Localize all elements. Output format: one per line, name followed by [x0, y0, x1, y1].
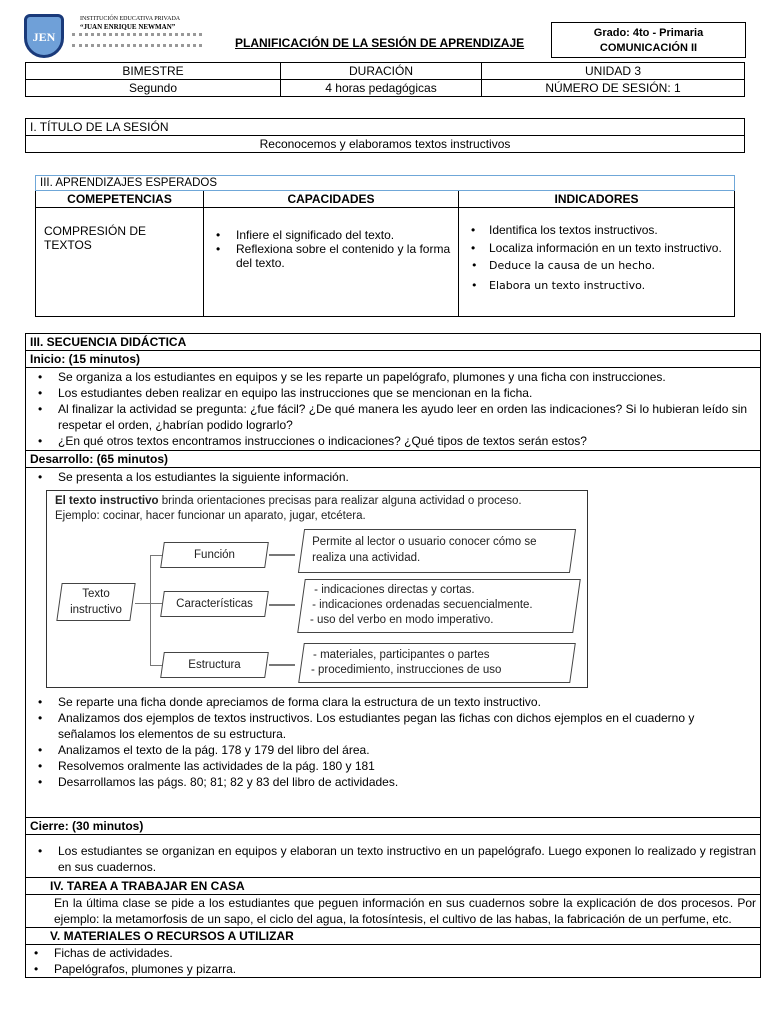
closing-label: Cierre: (30 minutos): [26, 818, 761, 835]
unidad-header: UNIDAD 3: [482, 63, 745, 80]
closing-item: • Los estudiantes se organizan en equipos y elaboran un texto instructivo en un papelógrafo. Luego exponen lo realizado y registran en sus cuadernos.: [30, 843, 756, 875]
materials-label: V. MATERIALES O RECURSOS A UTILIZAR: [26, 928, 761, 945]
diagram-intro: brinda orientaciones precisas para realizar alguna actividad o proceso.: [158, 495, 522, 507]
arrow-icon: [269, 604, 295, 606]
capacity-item: • Reflexiona sobre el contenido y la forma del texto.: [208, 242, 454, 270]
grade-label: Grado: 4to - Primaria: [593, 27, 704, 39]
bimestre-value: Segundo: [26, 80, 281, 97]
page-title: PLANIFICACIÓN DE LA SESIÓN DE APRENDIZAJE: [235, 36, 525, 50]
indicator-item: • Localiza información en un texto instructivo.: [463, 240, 730, 256]
start-item: • Los estudiantes deben realizar en equipo las instrucciones que se mencionan en la ficha.: [30, 385, 756, 401]
development-item: • Resolvemos oralmente las actividades de la pág. 180 y 181: [30, 758, 752, 774]
competence: COMPRESIÓN DE TEXTOS: [36, 208, 204, 317]
diagram-detail-characteristics: - indicaciones directas y cortas. - indicaciones ordenadas secuencialmente. - uso del verbo en modo imperativo.: [297, 579, 581, 633]
indicator-item: • Deduce la causa de un hecho.: [463, 258, 730, 274]
homework-label: IV. TAREA A TRABAJAR EN CASA: [26, 878, 761, 895]
school-name: “JUAN ENRIQUE NEWMAN”: [80, 23, 176, 31]
diagram-intro-bold: El texto instructivo: [55, 495, 159, 507]
course-label: COMUNICACIÓN II: [599, 42, 698, 54]
capacities-header: CAPACIDADES: [204, 191, 459, 208]
indicator-item: • Elabora un texto instructivo.: [463, 278, 730, 294]
material-item: • Fichas de actividades.: [26, 945, 760, 961]
development-item: • Se reparte una ficha donde apreciamos de forma clara la estructura de un texto instructivo.: [30, 694, 752, 710]
start-item: • Al finalizar la actividad se pregunta: ¿fue fácil? ¿De qué manera les ayudo leer en orden las indicaciones? Si lo hubieran leído sin respetar el orden, ¿habrían podido lograrlo?: [30, 401, 756, 433]
material-item: • Papelógrafos, plumones y pizarra.: [26, 961, 760, 977]
info-value-row: [26, 80, 745, 97]
duracion-value: 4 horas pedagógicas: [281, 80, 482, 97]
session-number: NÚMERO DE SESIÓN: 1: [482, 80, 745, 97]
learning-table: [35, 175, 735, 317]
competences-header: COMEPETENCIAS: [36, 191, 204, 208]
start-label: Inicio: (15 minutos): [26, 351, 761, 368]
session-title-table: [25, 118, 745, 153]
capacity-item: • Infiere el significado del texto.: [208, 228, 454, 242]
session-title-label: I. TÍTULO DE LA SESIÓN: [26, 119, 745, 136]
development-label: Desarrollo: (65 minutos): [26, 451, 761, 468]
learning-label: III. APRENDIZAJES ESPERADOS: [36, 176, 735, 191]
grade-box: [551, 22, 746, 58]
diagram-example: Ejemplo: cocinar, hacer funcionar un aparato, jugar, etcétera.: [55, 510, 366, 522]
start-item: • Se organiza a los estudiantes en equipos y se les reparte un papelógrafo, plumones y una ficha con instrucciones.: [30, 369, 756, 385]
development-item: • Analizamos el texto de la pág. 178 y 179 del libro del área.: [30, 742, 752, 758]
sequence-table: [25, 333, 761, 978]
diagram-root: Texto instructivo: [56, 583, 135, 621]
sequence-label: III. SECUENCIA DIDÁCTICA: [26, 334, 761, 351]
diagram-branch-function: Función: [160, 542, 269, 568]
diagram-detail-function: Permite al lector o usuario conocer cómo se realiza una actividad.: [298, 529, 576, 573]
info-table: [25, 62, 745, 97]
development-item: • Analizamos dos ejemplos de textos instructivos. Los estudiantes pegan las fichas con dichos ejemplos en el cuaderno y señalamos los elementos de su estructura.: [30, 710, 752, 742]
indicators-header: INDICADORES: [459, 191, 735, 208]
diagram-branch-characteristics: Características: [160, 591, 269, 617]
school-logo: [22, 14, 212, 54]
diagram-detail-structure: - materiales, participantes o partes - procedimiento, instrucciones de uso: [298, 643, 576, 683]
development-intro: • Se presenta a los estudiantes la siguiente información.: [30, 469, 756, 485]
arrow-icon: [269, 554, 295, 556]
info-header-row: [26, 63, 745, 80]
duracion-header: DURACIÓN: [281, 63, 482, 80]
arrow-icon: [269, 664, 295, 666]
development-item: • Desarrollamos las págs. 80; 81; 82 y 83 del libro de actividades.: [30, 774, 752, 790]
shield-icon: JEN: [24, 14, 64, 58]
start-item: • ¿En qué otros textos encontramos instrucciones o indicaciones? ¿Qué tipos de textos serán estos?: [30, 433, 756, 449]
school-address: [72, 33, 202, 47]
instructive-text-diagram: [46, 490, 588, 688]
bimestre-header: BIMESTRE: [26, 63, 281, 80]
session-title: Reconocemos y elaboramos textos instructivos: [26, 136, 745, 153]
diagram-branch-structure: Estructura: [160, 652, 269, 678]
indicator-item: • Identifica los textos instructivos.: [463, 222, 730, 238]
homework-text: En la última clase se pide a los estudiantes que peguen información en sus cuadernos sobre la explicación de dos procesos. Por ejemplo: la metamorfosis de un sapo, el ciclo del agua, la fotosíntesis, el cultivo de las habas, la fabricación de un perfume, etc.: [26, 895, 761, 928]
school-type: INSTITUCIÓN EDUCATIVA PRIVADA: [80, 16, 181, 22]
